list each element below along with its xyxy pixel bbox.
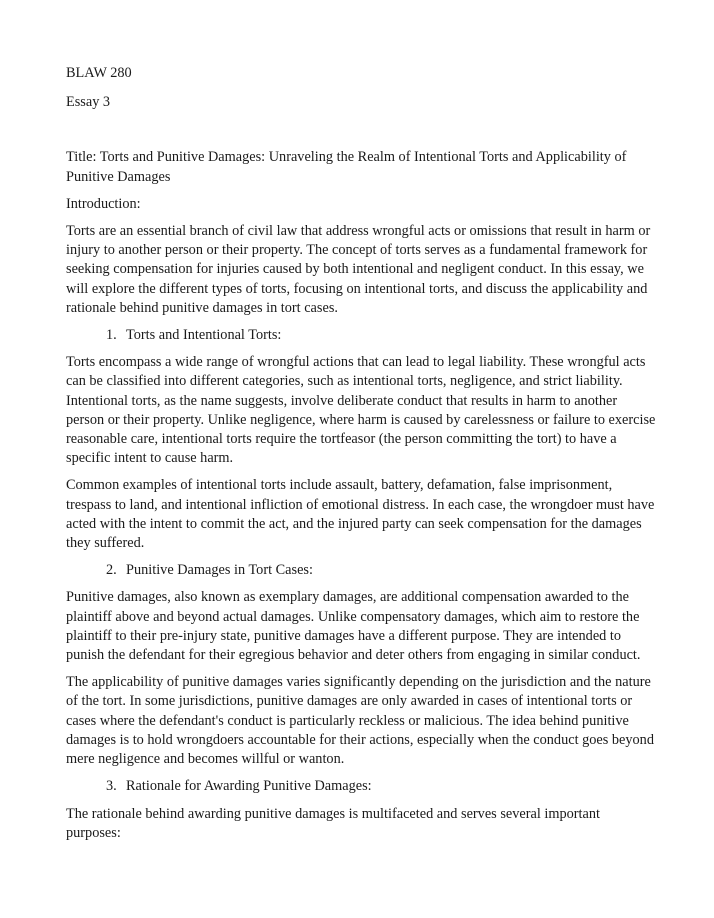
body-paragraph: The rationale behind awarding punitive damages is multifaceted and serves several important purposes: xyxy=(66,805,600,841)
section-heading-text: Torts and Intentional Torts: xyxy=(126,327,282,344)
intro-paragraph: Torts are an essential branch of civil law that address wrongful acts or omissions that result in harm or injury to another person or their property. The concept of torts serves as a fundamental framework for seeking compensation for injuries caused by both intentional and negligent conduct. In this essay, we will explore the different types of torts, focusing on intentional torts, and discuss the applicability and rationale behind punitive damages in tort cases. xyxy=(66,223,651,316)
section-number: 1. xyxy=(106,327,117,344)
essay-label: Essay 3 xyxy=(66,94,111,111)
body-paragraph: Torts encompass a wide range of wrongful actions that can lead to legal liability. These wrongful acts can be classified into different categories, such as intentional torts, negligence, and strict liability. Intentional torts, as the name suggests, involve deliberate conduct that results in harm to another person or their property. Unlike negligence, where harm is caused by carelessness or failure to exercise reasonable care, intentional torts require the tortfeasor (the person committing the tort) to have a specific intent to cause harm. xyxy=(66,354,656,467)
section-heading xyxy=(66,777,656,796)
section-heading xyxy=(66,561,656,580)
body-paragraph: Punitive damages, also known as exemplary damages, are additional compensation awarded to the plaintiff above and beyond actual damages. Unlike compensatory damages, which aim to restore the plaintiff to their pre-injury state, punitive damages have a different purpose. They are intended to punish the defendant for their egregious behavior and deter others from engaging in similar conduct. xyxy=(66,589,641,664)
section-number: 2. xyxy=(106,562,117,579)
section-heading-text: Rationale for Awarding Punitive Damages: xyxy=(126,778,372,795)
section-heading-text: Punitive Damages in Tort Cases: xyxy=(126,562,313,579)
course-code: BLAW 280 xyxy=(66,65,132,81)
section-number: 3. xyxy=(106,778,117,795)
body-paragraph: The applicability of punitive damages varies significantly depending on the jurisdiction and the nature of the tort. In some jurisdictions, punitive damages are only awarded in cases of intentional torts or cases where the defendant's conduct is particularly reckless or malicious. The idea behind punitive damages is to hold wrongdoers accountable for their actions, especially when the conduct goes beyond mere negligence and becomes willful or wanton. xyxy=(66,674,654,768)
section-2 xyxy=(66,561,656,769)
body-paragraph: Common examples of intentional torts include assault, battery, defamation, false imprisonment, trespass to land, and intentional infliction of emotional distress. In each case, the wrongdoer must have acted with the intent to commit the act, and the injured party can seek compensation for the damages they suffered. xyxy=(66,477,655,552)
section-1 xyxy=(66,326,656,553)
essay-title: Title: Torts and Punitive Damages: Unraveling the Realm of Intentional Torts and Applicability of Punitive Damages xyxy=(66,149,627,185)
section-3 xyxy=(66,777,656,843)
intro-heading: Introduction: xyxy=(66,195,141,212)
section-heading xyxy=(66,326,656,345)
